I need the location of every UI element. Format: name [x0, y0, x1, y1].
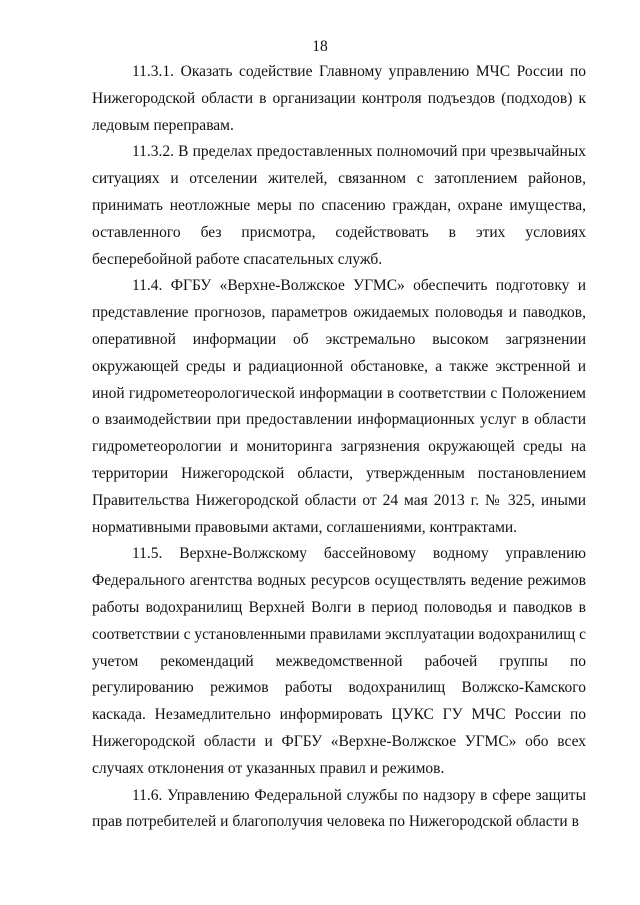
- paragraph-11-3-1: 11.3.1. Оказать содействие Главному управлению МЧС России по Нижегородской области в организации контроля подъездов (подходов) к ледовым переправам.: [92, 63, 586, 134]
- paragraph-11-5: 11.5. Верхне-Волжскому бассейновому водному управлению Федерального агентства водных ресурсов осуществлять ведение режимов работы водохранилищ Верхней Волги в период половодья и паводков в соответствии с установленными правилами эксплуатации водохранилищ с учетом рекомендаций межведомственной рабочей группы по регулированию режимов работы водохранилищ Волжско-Камского каскада. Незамедлительно информировать ЦУКС ГУ МЧС России по Нижегородской области и ФГБУ «Верхне-Волжское УГМС» обо всех случаях отклонения от указанных правил и режимов.: [92, 545, 586, 777]
- paragraph-11-4: 11.4. ФГБУ «Верхне-Волжское УГМС» обеспечить подготовку и представление прогнозов, параметров ожидаемых половодья и паводков, оперативной информации об экстремально высоком загрязнении окружающей среды и радиационной обстановке, а также экстренной и иной гидрометеорологической информации в соответствии с Положением о взаимодействии при предоставлении информационных услуг в области гидрометеорологии и мониторинга загрязнения окружающей среды на территории Нижегородской области, утвержденным постановлением Правительства Нижегородской области от 24 мая 2013 г. № 325, иными нормативными правовыми актами, соглашениями, контрактами.: [92, 277, 586, 536]
- page-number: 18: [312, 38, 328, 55]
- document-body: [92, 59, 586, 836]
- paragraph-11-6: 11.6. Управлению Федеральной службы по надзору в сфере защиты прав потребителей и благополучия человека по Нижегородской области в: [92, 786, 586, 831]
- paragraph-11-3-2: 11.3.2. В пределах предоставленных полномочий при чрезвычайных ситуациях и отселении жителей, связанном с затоплением районов, принимать неотложные меры по спасению граждан, охране имущества, оставленного без присмотра, содействовать в этих условиях бесперебойной работе спасательных служб.: [92, 143, 586, 268]
